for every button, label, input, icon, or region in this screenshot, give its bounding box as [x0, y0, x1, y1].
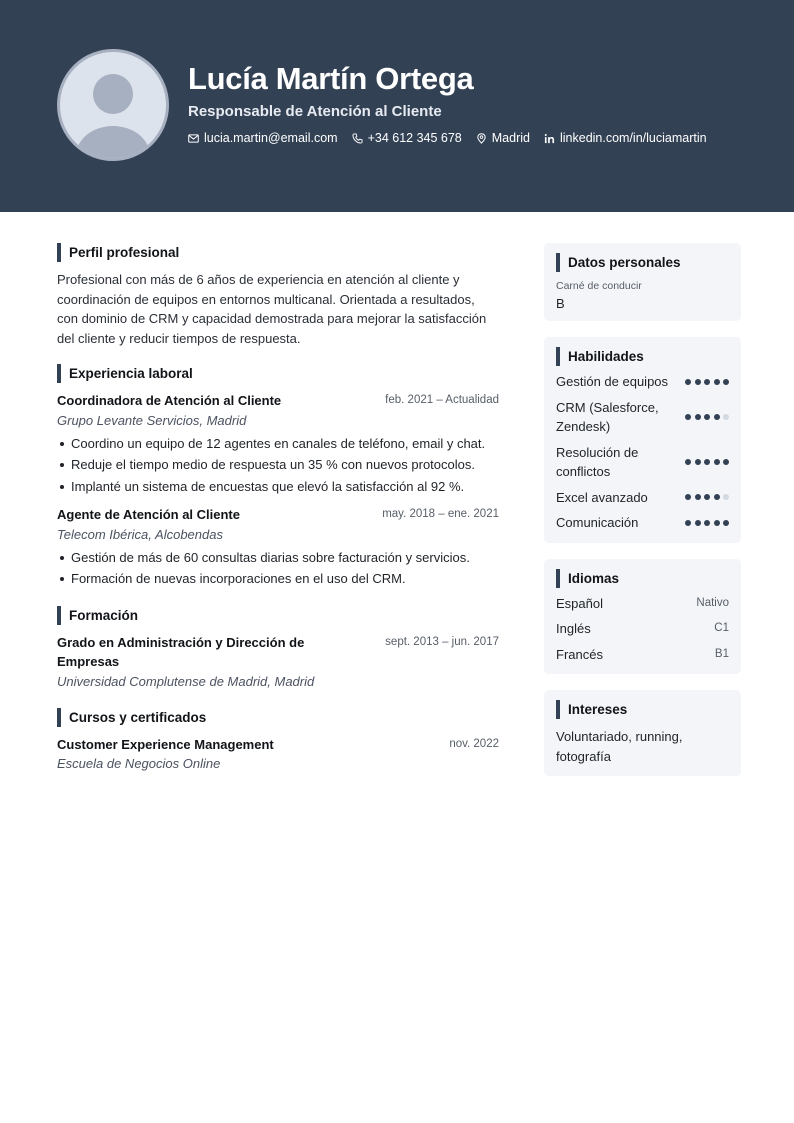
skill-level-dots: [682, 414, 730, 420]
skill-dot-empty: [723, 414, 729, 420]
section-title: Idiomas: [556, 569, 729, 588]
skill-dot-filled: [704, 459, 710, 465]
skill-dot-filled: [704, 494, 710, 500]
skill-dot-filled: [723, 379, 729, 385]
skill-name: Gestión de equipos: [556, 374, 669, 389]
list-item: Formación de nuevas incorporaciones en el uso del CRM.: [57, 568, 499, 590]
degree-date: sept. 2013 – jun. 2017: [385, 635, 499, 648]
job-title: Agente de Atención al Cliente: [57, 507, 240, 522]
linkedin-icon: [544, 133, 555, 144]
mail-icon: [188, 133, 199, 144]
section-title: Datos personales: [556, 253, 729, 272]
language-row: [556, 594, 729, 614]
job-company: Telecom Ibérica, Alcobendas: [57, 526, 223, 542]
skill-dot-filled: [714, 414, 720, 420]
skill-row: [556, 398, 729, 437]
skill-dot-filled: [714, 459, 720, 465]
skill-name: Excel avanzado: [556, 489, 648, 505]
language-row: [556, 619, 729, 639]
skill-row: [556, 443, 729, 482]
skill-dot-filled: [695, 414, 701, 420]
degree-title: Grado en Administración y Dirección de Empresas: [57, 634, 305, 669]
skill-dot-filled: [723, 459, 729, 465]
courses-section: [57, 708, 499, 775]
course-provider: Escuela de Negocios Online: [57, 756, 221, 771]
skills-list: [556, 372, 729, 533]
job-date: may. 2018 – ene. 2021: [382, 508, 499, 520]
personal-data-card: [544, 243, 741, 321]
course-date: nov. 2022: [449, 737, 499, 750]
skill-dot-filled: [695, 379, 701, 385]
skill-dot-filled: [685, 520, 691, 526]
person-silhouette-icon: [93, 74, 133, 114]
resume-header: [0, 0, 794, 212]
skill-dot-filled: [695, 494, 701, 500]
course-title: Customer Experience Management: [57, 736, 274, 752]
contact-phone-text: +34 612 345 678: [367, 131, 462, 145]
language-level: B1: [714, 647, 729, 660]
skill-dot-filled: [695, 459, 701, 465]
license-value: B: [556, 296, 565, 311]
skill-dot-filled: [704, 379, 710, 385]
language-level: Nativo: [696, 596, 729, 609]
skill-row: [556, 488, 729, 508]
interests-text: Voluntariado, running, fotografía: [556, 729, 683, 764]
job-title: Coordinadora de Atención al Cliente: [57, 393, 282, 408]
skill-level-dots: [682, 379, 730, 385]
section-title: Formación: [57, 606, 499, 625]
skill-row: [556, 513, 729, 533]
skill-dot-filled: [685, 379, 691, 385]
list-item: Reduje el tiempo medio de respuesta un 35 % con nuevos protocolos.: [57, 454, 499, 476]
list-item: Coordino un equipo de 12 agentes en canales de teléfono, email y chat.: [57, 433, 499, 455]
skill-level-dots: [682, 520, 730, 526]
section-title: Perfil profesional: [57, 243, 499, 262]
job-date: feb. 2021 – Actualidad: [385, 394, 499, 406]
skill-name: Resolución de conflictos: [556, 444, 639, 479]
person-silhouette-body: [76, 126, 150, 161]
skill-level-dots: [682, 459, 730, 465]
profile-summary: Profesional con más de 6 años de experiencia en atención al cliente y coordinación de equipos en entornos multicanal. Orientada a resultados, con dominio de CRM y capacidad demostrada para mejorar la satisfacción del cliente y reducir tiempos de respuesta.: [57, 272, 487, 346]
contact-email[interactable]: [188, 131, 338, 145]
languages-card: [544, 559, 741, 675]
skill-dot-empty: [723, 494, 729, 500]
language-name: Español: [556, 595, 603, 611]
degree-institution: Universidad Complutense de Madrid, Madrid: [57, 673, 315, 689]
skill-row: [556, 372, 729, 392]
skill-dot-filled: [704, 520, 710, 526]
experience-entry: [57, 391, 499, 497]
job-company: Grupo Levante Servicios, Madrid: [57, 412, 247, 428]
skills-card: [544, 337, 741, 543]
language-name: Inglés: [556, 621, 591, 636]
section-title: Habilidades: [556, 347, 729, 366]
skill-dot-filled: [714, 520, 720, 526]
list-item: Implanté un sistema de encuestas que elevó la satisfacción al 92 %.: [57, 476, 499, 498]
section-title: Cursos y certificados: [57, 708, 499, 727]
experience-section: [57, 364, 499, 590]
skill-name: CRM (Salesforce, Zendesk): [556, 399, 659, 434]
phone-icon: [352, 133, 363, 144]
contact-phone[interactable]: [352, 131, 462, 145]
skill-dot-filled: [714, 379, 720, 385]
contact-email-text: lucia.martin@email.com: [204, 131, 338, 145]
skill-dot-filled: [695, 520, 701, 526]
candidate-role: Responsable de Atención al Cliente: [188, 103, 442, 120]
main-column: [57, 243, 499, 774]
job-achievements: [57, 547, 499, 590]
skill-level-dots: [682, 494, 730, 500]
experience-entry: [57, 505, 499, 590]
section-title: Intereses: [556, 700, 729, 719]
candidate-name: Lucía Martín Ortega: [188, 61, 474, 96]
skill-dot-filled: [723, 520, 729, 526]
list-item: Gestión de más de 60 consultas diarias sobre facturación y servicios.: [57, 547, 499, 569]
course-entry: [57, 735, 499, 775]
skill-dot-filled: [714, 494, 720, 500]
location-pin-icon: [476, 133, 487, 144]
skill-dot-filled: [685, 494, 691, 500]
contact-linkedin[interactable]: [544, 131, 707, 145]
contact-location-text: Madrid: [491, 131, 530, 145]
contact-linkedin-text: linkedin.com/in/luciamartin: [559, 131, 707, 145]
language-row: [556, 645, 729, 665]
skill-dot-filled: [685, 459, 691, 465]
section-title: Experiencia laboral: [57, 364, 499, 383]
skill-dot-filled: [704, 414, 710, 420]
language-name: Francés: [556, 646, 603, 662]
license-label: Carné de conducir: [556, 280, 642, 292]
profile-section: [57, 243, 499, 348]
sidebar-column: [544, 243, 741, 792]
job-achievements: [57, 433, 499, 498]
contact-bar: [188, 131, 721, 145]
interests-card: [544, 690, 741, 776]
skill-dot-filled: [685, 414, 691, 420]
avatar: [57, 49, 169, 161]
contact-location: [476, 131, 530, 145]
education-section: [57, 606, 499, 692]
skill-name: Comunicación: [556, 515, 639, 530]
education-entry: [57, 633, 499, 692]
language-level: C1: [714, 622, 729, 634]
